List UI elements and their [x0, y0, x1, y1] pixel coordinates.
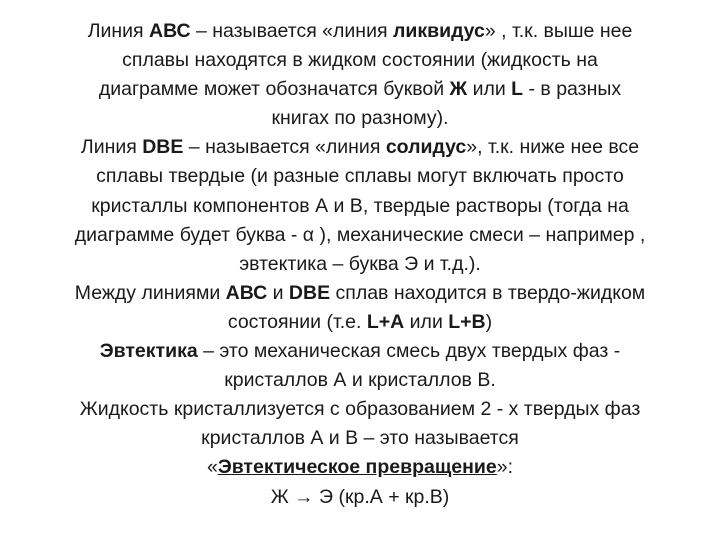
- text-span: Линия: [80, 136, 143, 159]
- text-span: – называется «линия: [183, 136, 386, 159]
- text-span: «: [206, 456, 218, 479]
- text-line-3: [20, 75, 700, 104]
- text-span: сплав находится в твердо-жидком: [330, 281, 646, 304]
- text-span: кристаллы компонентов А и В, твердые растворы (тогда на: [91, 194, 629, 217]
- bold-term-abc: АВС: [225, 281, 268, 304]
- text-span: Линия: [87, 20, 150, 42]
- bold-underlined-term-eutectic-transformation: Эвтектическое превращение: [217, 456, 497, 479]
- text-line-7: [20, 192, 700, 221]
- text-span: кристаллов А и В – это называется: [201, 427, 519, 450]
- text-span: состоянии (т.е.: [227, 310, 367, 333]
- text-line-17: [20, 483, 700, 512]
- text-span: – называется «линия: [190, 20, 393, 42]
- text-span: », т.к. ниже нее все: [466, 136, 640, 159]
- text-span: или: [404, 310, 449, 333]
- text-line-2: [20, 46, 700, 75]
- text-line-8: [20, 221, 700, 250]
- reaction-equation: Ж → Э (кр.А + кр.В): [270, 485, 450, 508]
- text-span: Жидкость кристаллизуется с образованием 2 - х твердых фаз: [79, 398, 641, 421]
- text-span: »:: [496, 456, 514, 479]
- text-line-16: [20, 453, 700, 482]
- bold-term-eutectic: Эвтектика: [99, 340, 198, 363]
- text-span: сплавы находятся в жидком состоянии (жидкость на: [122, 49, 598, 72]
- text-span: диаграмме будет буква - α ), механические смеси – например ,: [74, 223, 646, 246]
- text-span: – это механическая смесь двух твердых фаз -: [197, 340, 621, 363]
- text-line-6: [20, 162, 700, 191]
- text-span: » , т.к. выше нее: [484, 20, 633, 42]
- bold-letter-l: L: [511, 78, 524, 101]
- text-span: или: [467, 78, 512, 101]
- text-span: книгах по разному).: [271, 107, 449, 130]
- text-line-9: [20, 250, 700, 279]
- text-line-4: [20, 104, 700, 133]
- bold-term-abc: АВС: [149, 20, 191, 42]
- bold-term-solidus: солидус: [385, 136, 467, 159]
- text-span: сплавы твердые (и разные сплавы могут включать просто: [96, 165, 624, 188]
- text-line-1: [20, 17, 700, 46]
- text-span: кристаллов А и кристаллов В.: [224, 369, 496, 392]
- text-line-14: [20, 395, 700, 424]
- text-span: Между линиями: [74, 281, 226, 304]
- text-line-15: [20, 424, 700, 453]
- bold-term-liquidus: ликвидус: [392, 20, 485, 42]
- text-line-10: [20, 279, 700, 308]
- bold-term-l-plus-a: L+A: [366, 310, 405, 333]
- bold-letter-zh: Ж: [449, 78, 468, 101]
- bold-term-dbe: DBE: [288, 281, 331, 304]
- slide-text-block: [20, 17, 700, 512]
- bold-term-l-plus-b: L+B: [448, 310, 486, 333]
- text-span: эвтектика – буква Э и т.д.).: [239, 252, 481, 275]
- text-line-5: [20, 133, 700, 162]
- text-line-12: [20, 337, 700, 366]
- text-line-13: [20, 366, 700, 395]
- text-span: ): [485, 310, 493, 333]
- bold-term-dbe: DBE: [142, 136, 184, 159]
- text-span: - в разных: [523, 78, 622, 101]
- text-line-11: [20, 308, 700, 337]
- text-span: диаграмме может обозначатся буквой: [98, 78, 450, 101]
- text-span: и: [267, 281, 289, 304]
